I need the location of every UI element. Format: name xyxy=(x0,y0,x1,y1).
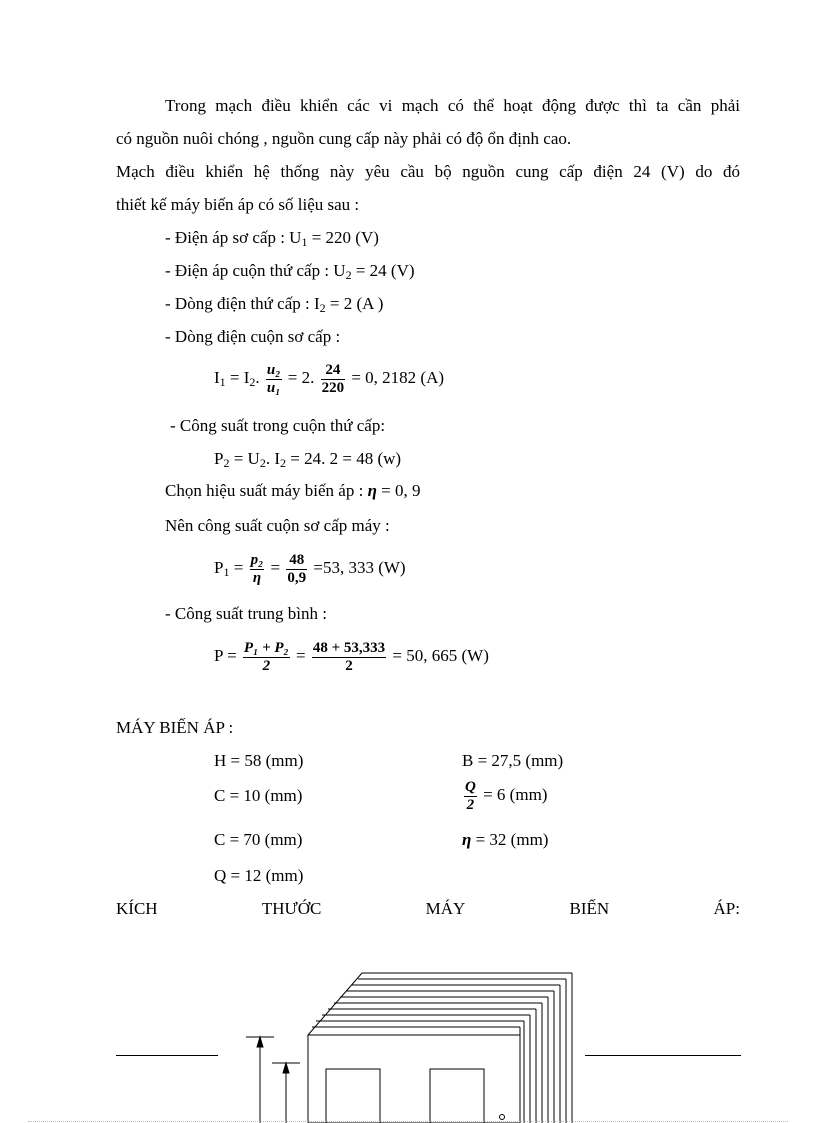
transformer-heading: MÁY BIẾN ÁP : xyxy=(116,718,234,737)
dimensions-word-4: BIẾN xyxy=(569,899,610,918)
dimensions-word-1: KÍCH xyxy=(116,899,158,918)
param-eta: η = 32 (mm) xyxy=(462,830,549,849)
primary-power-equation: $P_1$ = $\frac{\text{p₂}}{\eta}$ = $\frac{48}{0,9}$ =53, 333 (W) xyxy=(214,551,406,586)
fraction-p1-p2: $\frac{\text{P₁ + P₂}}{2}$ xyxy=(243,639,289,674)
param-h: H = 58 (mm) xyxy=(214,751,304,770)
spec-i1-label: - Dòng điện cuộn sơ cấp : xyxy=(165,327,341,346)
fraction-48-09: $\frac{48}{0,9}$ xyxy=(287,551,307,586)
page-bottom-edge xyxy=(28,1121,788,1122)
secondary-power-label: - Công suất trong cuộn thứ cấp: xyxy=(170,416,386,435)
fraction-p2-eta: $\frac{\text{p₂}}{\eta}$ xyxy=(250,551,264,586)
fraction-24-220: $\frac{24}{220}$ xyxy=(321,361,345,396)
efficiency-line: Chọn hiệu suất máy biến áp : η = 0, 9 xyxy=(165,481,421,500)
avg-power-equation: P = $\frac{\text{P₁ + P₂}}{2}$ = $\frac{48 + 53,333}{2}$ = 50, 665 (W) xyxy=(214,639,489,674)
fraction-sum-2: $\frac{48 + 53,333}{2}$ xyxy=(312,639,386,674)
spec-u2: - Điện áp cuộn thứ cấp : $U_2 = 24$ (V) xyxy=(165,261,415,282)
param-b: B = 27,5 (mm) xyxy=(462,751,564,770)
intro-line-4: thiết kế máy biến áp có số liệu sau : xyxy=(116,195,360,214)
dimensions-word-2: THƯỚC xyxy=(261,899,322,918)
param-c2: C = 70 (mm) xyxy=(214,830,303,849)
intro-line-3: Mạch điều khiển hệ thống này yêu cầu bộ nguồn cung cấp điện 24 (V) do đó xyxy=(116,162,740,181)
param-q-half: $\frac{Q}{2}$ = 6 (mm) xyxy=(465,778,548,813)
fraction-q-2: $\frac{Q}{2}$ xyxy=(465,778,476,813)
dimensions-word-3: MÁY xyxy=(425,899,466,918)
spec-u1: - Điện áp sơ cấp : $U_1 = 220$ (V) xyxy=(165,228,379,249)
intro-line-2: có nguồn nuôi chóng , nguồn cung cấp này phải có độ ổn định cao. xyxy=(116,129,572,148)
equation-i1: $I_1 = I_2$. $\frac{\text{u₂}}{\text{u₁}}$ = 2. $\frac{24}{220}$ = 0, 2182 (A) xyxy=(214,361,445,396)
fraction-u2-u1: $\frac{\text{u₂}}{\text{u₁}}$ xyxy=(266,361,281,396)
primary-power-label: Nên công suất cuộn sơ cấp máy : xyxy=(165,516,390,535)
right-rule xyxy=(585,1055,741,1056)
intro-line-1: Trong mạch điều khiển các vi mạch có thể hoạt động được thì ta cần phải xyxy=(165,96,740,115)
spec-i2: - Dòng điện thứ cấp : $I_2 = 2$ (A ) xyxy=(165,294,384,315)
transformer-core-diagram xyxy=(240,965,600,1123)
avg-power-label: - Công suất trung bình : xyxy=(165,604,327,623)
secondary-power-equation: $P_2 = U_2$. $I_2 = 24$. 2 = 48 (w) xyxy=(214,449,402,470)
left-rule xyxy=(116,1055,218,1056)
param-c1: C = 10 (mm) xyxy=(214,786,303,805)
param-q: Q = 12 (mm) xyxy=(214,866,304,885)
dimensions-heading xyxy=(116,899,740,919)
dimensions-word-5: ÁP: xyxy=(713,899,740,918)
